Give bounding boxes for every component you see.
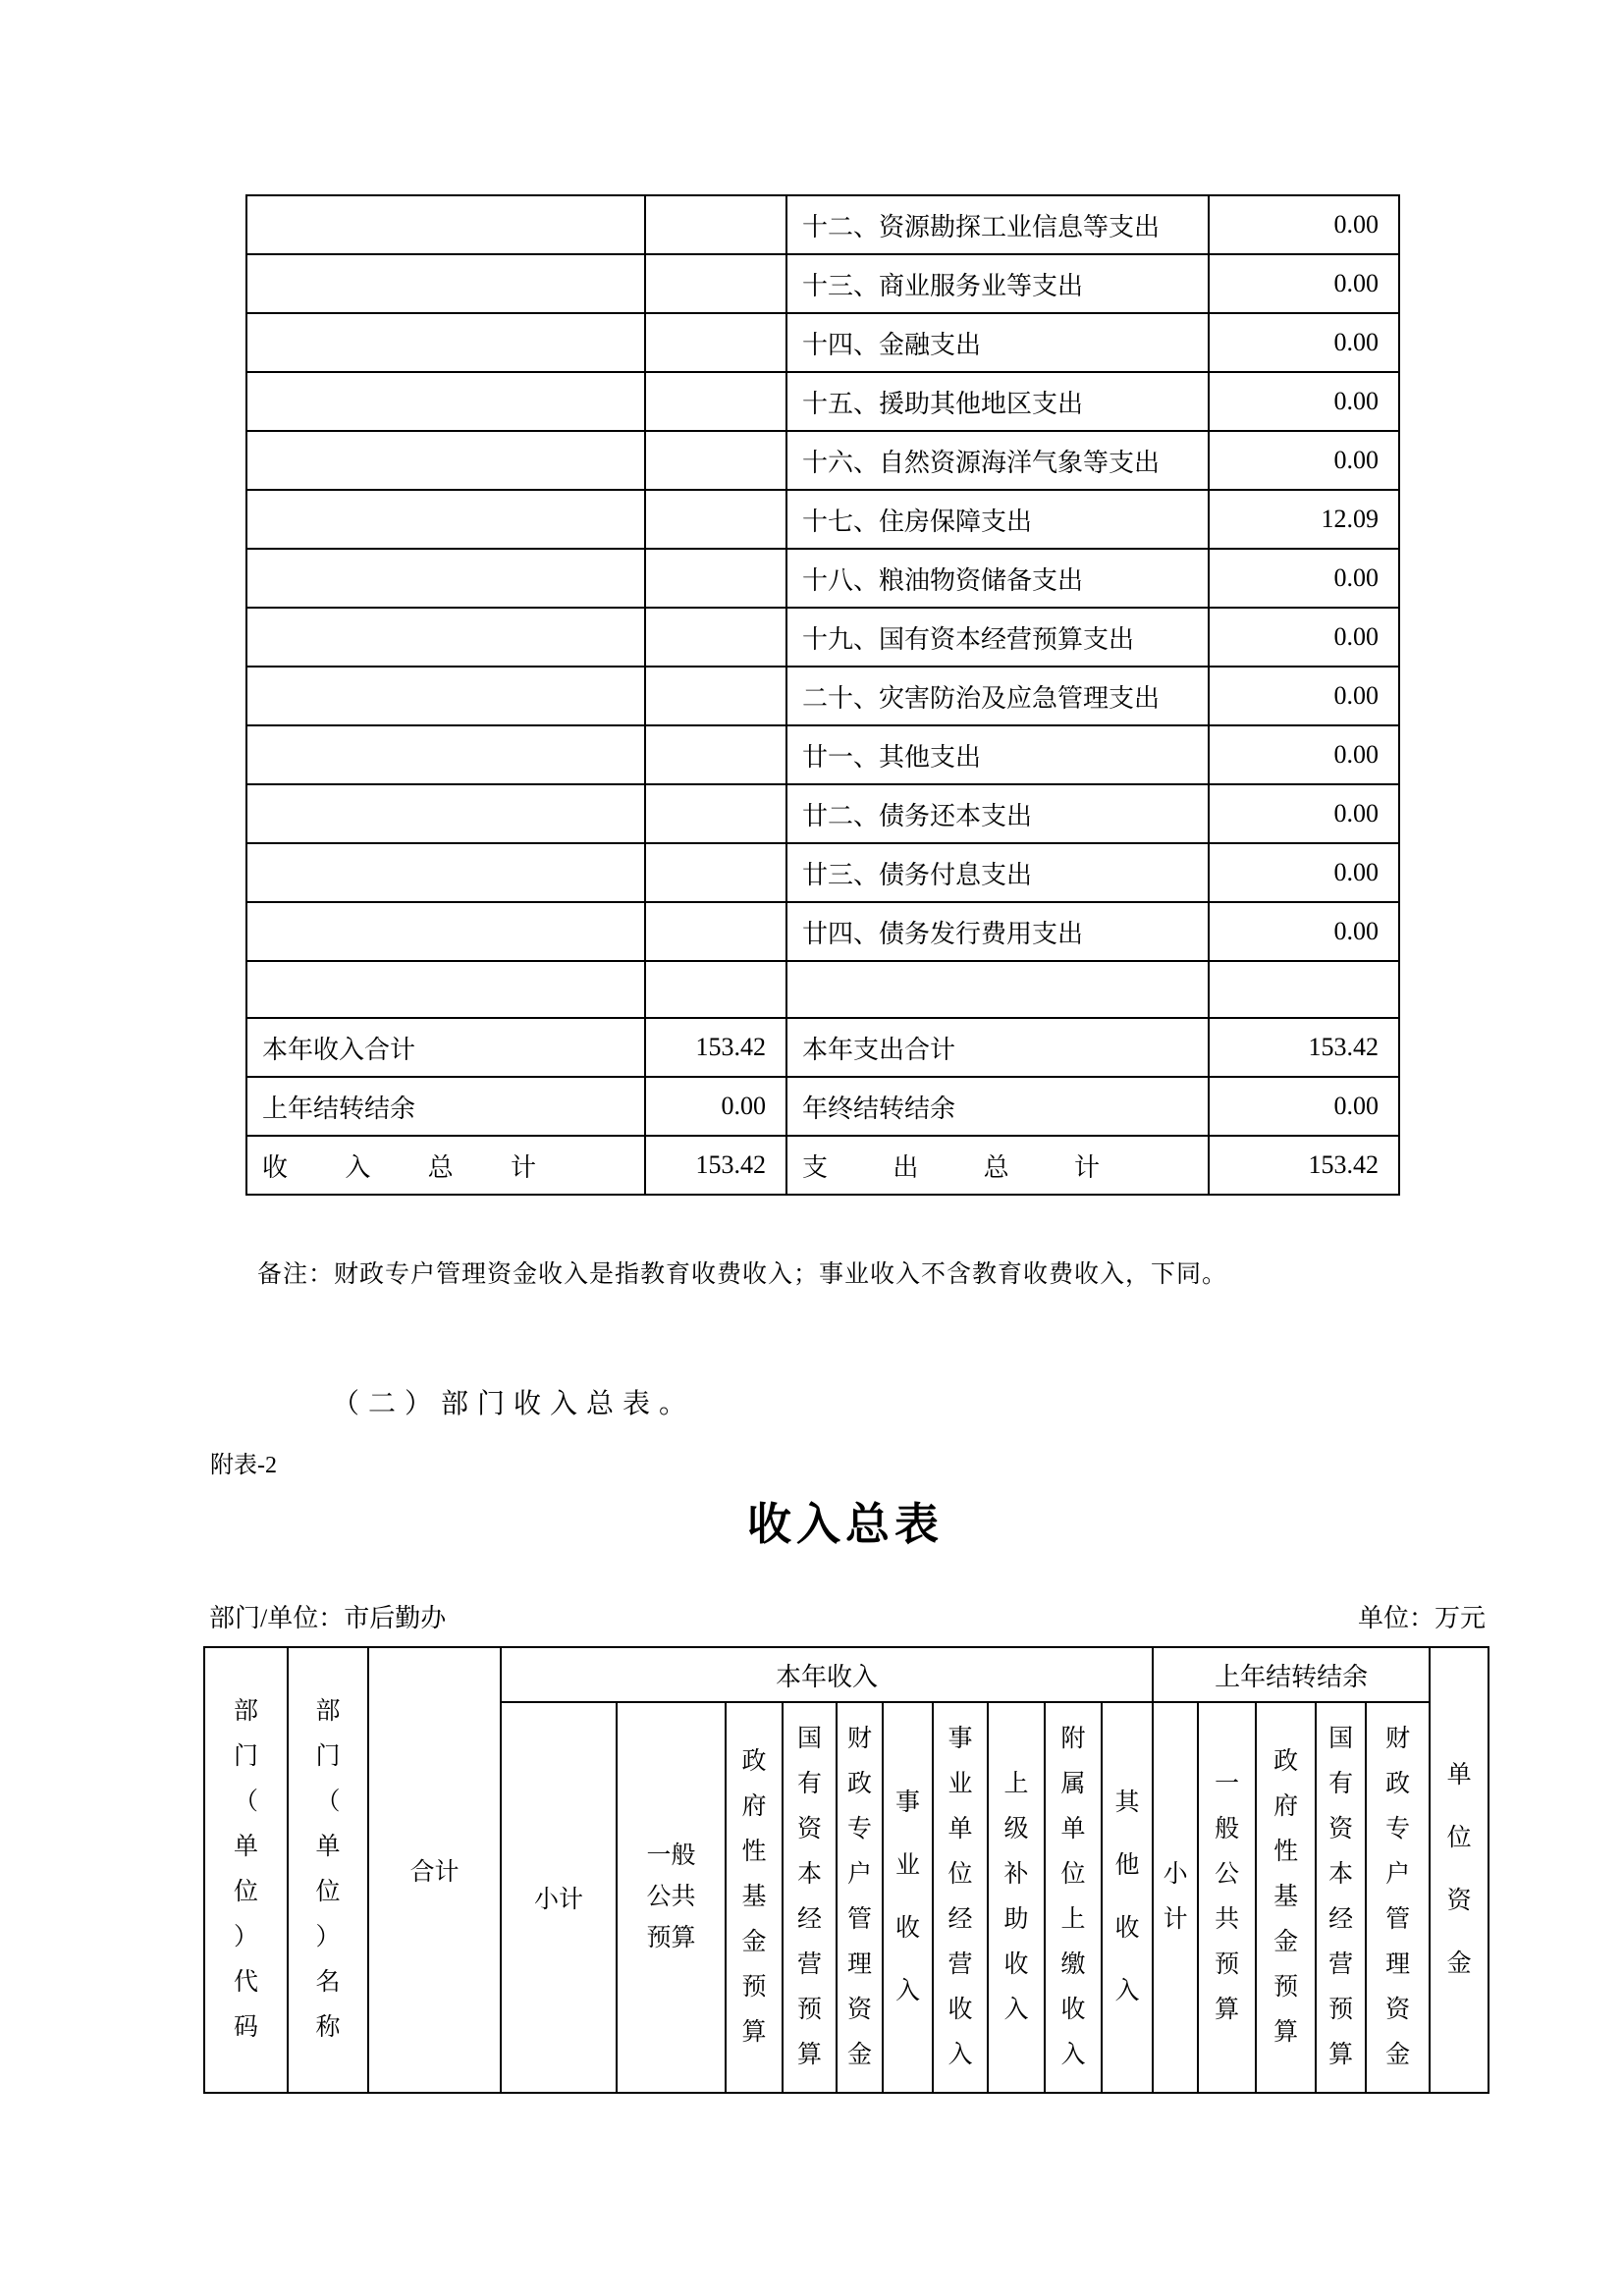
expense-value-cell: 0.00 [1209, 784, 1399, 843]
header-cy-institution-operating-income-text: 事业单位经营收入 [947, 1726, 973, 2068]
header-cy-affiliate-remittance-income [1045, 1702, 1102, 2093]
header-co-general-budget [1198, 1702, 1256, 2093]
income-label-cell [246, 549, 645, 608]
summary-label-cell: 收入总计 [246, 1136, 645, 1195]
expense-label-cell: 十四、金融支出 [786, 313, 1209, 372]
table-row [246, 431, 1399, 490]
expense-value-cell: 0.00 [1209, 902, 1399, 961]
header-co-gov-fund-budget-text: 政府性基金预算 [1273, 1748, 1299, 2046]
income-summary-table [203, 1646, 1489, 2094]
table-row [246, 725, 1399, 784]
table-row [246, 902, 1399, 961]
header-co-general-budget-text: 一般公共预算 [1215, 1771, 1240, 2023]
income-label-cell [246, 725, 645, 784]
income-label-cell [246, 667, 645, 725]
expense-label-cell: 十七、住房保障支出 [786, 490, 1209, 549]
table-row [246, 313, 1399, 372]
header-dept-code [204, 1647, 288, 2093]
header-dept-name-text: 部门（单位）名称 [315, 1698, 341, 2041]
header-dept-code-text: 部门（单位）代码 [233, 1698, 258, 2041]
header-cy-affiliate-remittance-income-text: 附属单位上缴收入 [1060, 1726, 1086, 2068]
header-cy-general-budget-text: 一般公共预算 [646, 1842, 696, 1951]
income-value-cell [645, 313, 786, 372]
header-cy-general-budget [617, 1702, 726, 2093]
budget-summary-continuation-table [245, 194, 1400, 1196]
summary-label-cell: 年终结转结余 [786, 1077, 1209, 1136]
header-group-current-year: 本年收入 [501, 1647, 1153, 1702]
header-cy-fiscal-account-funds-text: 财政专户管理资金 [846, 1726, 872, 2068]
section-heading: （二）部门收入总表。 [332, 1389, 696, 1419]
empty-cell [246, 961, 645, 1018]
expense-label-cell: 十五、援助其他地区支出 [786, 372, 1209, 431]
header-unit-fund [1430, 1647, 1489, 2093]
income-label-cell [246, 608, 645, 667]
expense-label-cell: 十二、资源勘探工业信息等支出 [786, 195, 1209, 254]
header-cy-institution-operating-income [933, 1702, 988, 2093]
header-cy-fiscal-account-funds [837, 1702, 883, 2093]
empty-cell [645, 961, 786, 1018]
expense-label-cell: 廿一、其他支出 [786, 725, 1209, 784]
expense-label-cell: 十三、商业服务业等支出 [786, 254, 1209, 313]
header-cy-state-capital-budget-text: 国有资本经营预算 [796, 1726, 822, 2068]
header-unit-fund-text: 单位资金 [1446, 1762, 1472, 1977]
summary-label-cell: 上年结转结余 [246, 1077, 645, 1136]
expense-label-cell: 十六、自然资源海洋气象等支出 [786, 431, 1209, 490]
table-row [246, 372, 1399, 431]
header-co-fiscal-account-funds-text: 财政专户管理资金 [1385, 1726, 1411, 2068]
summary-row-carryover [246, 1077, 1399, 1136]
header-cy-gov-fund-budget [726, 1702, 783, 2093]
footnote: 备注：财政专户管理资金收入是指教育收费收入；事业收入不含教育收费收入，下同。 [257, 1261, 1228, 1288]
header-cy-other-income [1102, 1702, 1153, 2093]
expense-value-cell: 0.00 [1209, 195, 1399, 254]
expense-value-cell: 0.00 [1209, 372, 1399, 431]
summary-row-current-year [246, 1018, 1399, 1077]
income-value-cell [645, 490, 786, 549]
summary-value-cell: 153.42 [645, 1136, 786, 1195]
income-value-cell [645, 254, 786, 313]
header-co-state-capital-budget [1316, 1702, 1366, 2093]
header-cy-other-income-text: 其他收入 [1114, 1789, 1140, 2004]
summary-value-cell: 153.42 [1209, 1018, 1399, 1077]
expense-value-cell: 0.00 [1209, 725, 1399, 784]
table-row [246, 549, 1399, 608]
expense-value-cell: 0.00 [1209, 549, 1399, 608]
table-row [246, 490, 1399, 549]
expense-label-cell: 二十、灾害防治及应急管理支出 [786, 667, 1209, 725]
income-value-cell [645, 843, 786, 902]
header-cy-superior-subsidy-income-text: 上级补助收入 [1003, 1771, 1029, 2023]
expense-label-cell: 十九、国有资本经营预算支出 [786, 608, 1209, 667]
expense-label-cell: 廿二、债务还本支出 [786, 784, 1209, 843]
income-value-cell [645, 725, 786, 784]
table-row [246, 784, 1399, 843]
income-label-cell [246, 431, 645, 490]
expense-value-cell: 0.00 [1209, 313, 1399, 372]
table-row [246, 254, 1399, 313]
income-value-cell [645, 667, 786, 725]
header-cy-gov-fund-budget-text: 政府性基金预算 [741, 1748, 767, 2046]
expense-value-cell: 0.00 [1209, 667, 1399, 725]
empty-cell [1209, 961, 1399, 1018]
income-label-cell [246, 254, 645, 313]
income-value-cell [645, 549, 786, 608]
summary-label-cell: 本年收入合计 [246, 1018, 645, 1077]
unit-label: 单位：万元 [1357, 1604, 1486, 1632]
page-title: 收入总表 [746, 1499, 944, 1549]
header-co-subtotal-text: 小计 [1163, 1861, 1188, 1933]
table-row [246, 843, 1399, 902]
expense-label-cell: 十八、粮油物资储备支出 [786, 549, 1209, 608]
expense-label-cell: 廿三、债务付息支出 [786, 843, 1209, 902]
income-label-cell [246, 902, 645, 961]
income-value-cell [645, 431, 786, 490]
expense-value-cell: 0.00 [1209, 608, 1399, 667]
expense-value-cell: 0.00 [1209, 843, 1399, 902]
empty-cell [786, 961, 1209, 1018]
attachment-label: 附表-2 [210, 1453, 277, 1478]
income-label-cell [246, 490, 645, 549]
income-label-cell [246, 372, 645, 431]
income-label-cell [246, 313, 645, 372]
header-co-subtotal [1153, 1702, 1198, 2093]
income-label-cell [246, 784, 645, 843]
header-co-gov-fund-budget [1256, 1702, 1316, 2093]
table-row [246, 195, 1399, 254]
income-value-cell [645, 372, 786, 431]
summary-value-cell: 0.00 [1209, 1077, 1399, 1136]
summary-value-cell: 0.00 [645, 1077, 786, 1136]
summary-value-cell: 153.42 [1209, 1136, 1399, 1195]
table-row [246, 608, 1399, 667]
income-value-cell [645, 784, 786, 843]
income-label-cell [246, 195, 645, 254]
summary-value-cell: 153.42 [645, 1018, 786, 1077]
header-group-row [204, 1647, 1489, 1702]
header-cy-institution-income [883, 1702, 933, 2093]
header-total: 合计 [368, 1647, 501, 2093]
expense-value-cell: 0.00 [1209, 431, 1399, 490]
summary-row-grand-total [246, 1136, 1399, 1195]
department-unit-label: 部门/单位：市后勤办 [209, 1604, 447, 1632]
header-group-carryover: 上年结转结余 [1153, 1647, 1430, 1702]
summary-label-cell: 支出总计 [786, 1136, 1209, 1195]
income-value-cell [645, 902, 786, 961]
expense-label-cell: 廿四、债务发行费用支出 [786, 902, 1209, 961]
income-value-cell [645, 608, 786, 667]
header-cy-institution-income-text: 事业收入 [894, 1789, 920, 2004]
summary-label-cell: 本年支出合计 [786, 1018, 1209, 1077]
header-co-fiscal-account-funds [1366, 1702, 1430, 2093]
income-label-cell [246, 843, 645, 902]
header-co-state-capital-budget-text: 国有资本经营预算 [1328, 1726, 1354, 2068]
header-dept-name [288, 1647, 368, 2093]
table-row [246, 667, 1399, 725]
empty-row [246, 961, 1399, 1018]
header-cy-superior-subsidy-income [988, 1702, 1045, 2093]
header-cy-state-capital-budget [783, 1702, 837, 2093]
expense-value-cell: 0.00 [1209, 254, 1399, 313]
table-meta-row [209, 1598, 1486, 1634]
expense-value-cell: 12.09 [1209, 490, 1399, 549]
header-cy-subtotal: 小计 [501, 1702, 617, 2093]
income-value-cell [645, 195, 786, 254]
